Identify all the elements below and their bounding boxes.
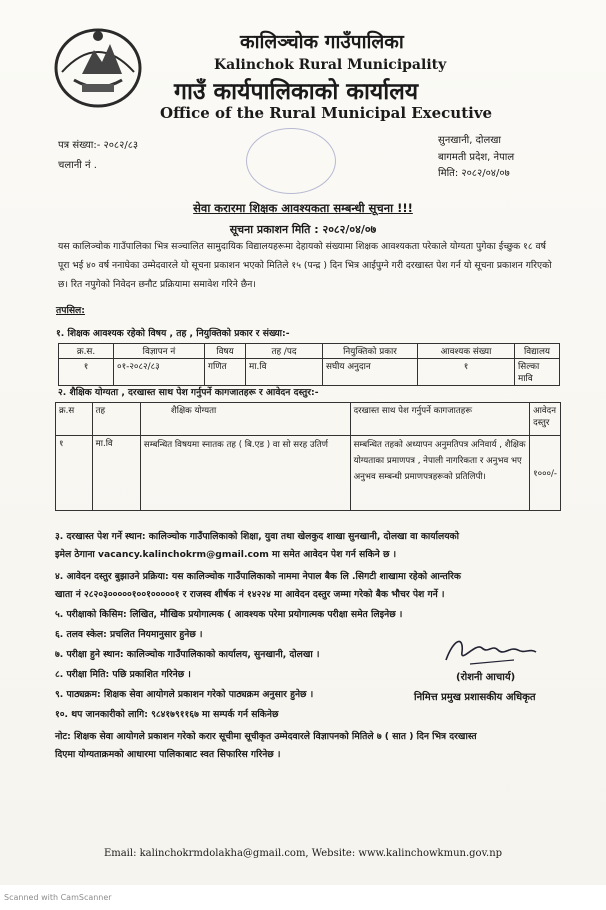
item-8: ८. परीक्षा मिति: पछि प्रकाशित गरिनेछ । [55,669,191,680]
note-line-1: नोट: शिक्षक सेवा आयोगले प्रकाशन गरेको करार सूचीमा सूचीकृत उम्मेदवारले विज्ञापनको मितिले ७ ( सात ) दिन भित्र दरखास्त [55,731,477,742]
column-header: विद्यालय [515,344,560,359]
qualification-table [55,402,561,511]
office-name-english: Kalinchok Rural Municipality [214,57,447,73]
government-emblem-icon [52,22,144,110]
table-cell: सघीय अनुदान [323,359,418,386]
column-header: विज्ञापन नं [114,344,205,359]
header-date: मिति: २०८२/०४/०७ [438,168,510,179]
executive-office-english: Office of the Rural Municipal Executive [160,104,493,122]
notice-title: सेवा करारमा शिक्षक आवश्यकता सम्बन्धी सूचना !!! [193,201,413,215]
table-cell: सम्बन्धित तहको अध्यापन अनुमतिपत्र अनिवार्य , शैक्षिक योग्यताका प्रमाणपत्र , नेपाली नागरिकता र अनुभव भए अनुभव सम्बन्धी प्रमाणपत्रहरूको प्रतिलिपी। [350,436,530,511]
address-line-2: बागमती प्रदेश, नेपाल [438,152,515,163]
vacancy-table [58,343,560,386]
notice-body: यस कालिञ्चोक गाउँपालिका भित्र सञ्चालित सामुदायिक विद्यालयहरूमा देहायको संख्यामा शिक्षक आवश्यकता परेकाले योग्यता पुगेका ईच्छुक १८ वर्ष पूरा भई ४० वर्ष ननाघेका उम्मेदवारले यो सूचना प्रकाशन भएको मितिले १५ (पन्द्र ) दिन भित्र आईपुग्ने गरी दरखास्त पेश गर्न यो सूचना प्रकाशन गरिएको छ। रित नपुगेको निवेदन छनौट प्रक्रियामा समावेश गरिने छैन। [58,241,552,290]
table-cell: १ [56,436,93,511]
table-cell: मा.वि [246,359,323,386]
item-9: ९. पाठ्यक्रम: शिक्षक सेवा आयोगले प्रकाशन गरेको पाठ्यक्रम अनुसार हुनेछ । [55,689,314,700]
table-cell: १०००/- [530,436,561,511]
signatory-name: (रोशनी आचार्य) [456,672,516,683]
handwritten-signature [440,630,540,672]
column-header: तह /पद [246,344,323,359]
column-header: नियुक्तिको प्रकार [323,344,418,359]
section-2-heading: २. शैक्षिक योग्यता , दरखास्त साथ पेश गर्नुपर्ने कागजातहरू र आवेदन दस्तुर:- [58,387,319,398]
footer-contact: Email: kalinchokrmdolakha@gmail.com, Website: www.kalinchowkmun.gov.np [103,848,503,859]
table-cell: सम्बन्धित विषयमा स्नातक तह ( बि.एड ) वा सो सरह उतिर्ण [140,436,350,511]
item-5: ५. परीक्षाको किसिम: लिखित, मौखिक प्रयोगात्मक ( आवश्यक परेमा प्रयोगात्मक परीक्षा समेत लिइनेछ । [55,609,403,620]
item-7: ७. परीक्षा हुने स्थान: कालिञ्चोक गाउँपालिकाको कार्यालय, सुनखानी, दोलखा । [55,649,320,660]
column-header: आवेदन दस्तुर [530,403,561,436]
table-row [59,359,560,386]
column-header: तह [92,403,140,436]
table-row [56,436,561,511]
publication-date: सूचना प्रकाशन मिति : २०८२/०४/०७ [229,223,377,236]
note-line-2: दिएमा योग्यताक्रमको आधारमा पालिकाबाट स्वत सिफारिस गरिनेछ । [55,749,281,760]
item-10: १०. थप जानकारीको लागि: ९८४१७९११६७ मा सम्पर्क गर्न सकिनेछ [55,709,279,720]
item-4-line-2: खाता नं २८२०३०००००१००१०००००१ र राजस्व शीर्षक नं १४२२४ मा आवेदन दस्तुर जम्मा गरेको बैक भौचर पेश गर्ने । [55,589,445,600]
signatory-title: निमित्त प्रमुख प्रशासकीय अधिकृत [414,692,536,703]
table-cell: ०१-२०८२/८३ [114,359,205,386]
item-3-line-2: इमेल ठेगाना vacancy.kalinchokrm@gmail.com मा समेत आवेदन पेश गर्न सकिने छ । [55,549,397,560]
schedule-subheading: तपसिल: [56,305,85,316]
office-name-nepali: कालिञ्चोक गाउँपालिका [240,31,404,53]
section-1-heading: १. शिक्षक आवश्यक रहेको विषय , तह , नियुक्तिको प्रकार र संख्या:- [56,328,290,339]
table-cell: सिल्का मावि [515,359,560,386]
office-stamp [246,128,336,194]
item-3-line-1: ३. दरखास्त पेश गर्ने स्थान: कालिञ्चोक गाउँपालिकाको शिक्षा, युवा तथा खेलकुद शाखा सुनखानी, दोलखा वा कार्यालयको [55,531,459,542]
table-cell: गणित [205,359,246,386]
executive-office-nepali: गाउँ कार्यपालिकाको कार्यालय [174,78,419,105]
column-header: विषय [205,344,246,359]
address-line-1: सुनखानी, दोलखा [438,135,502,146]
column-header: शैक्षिक योग्यता [140,403,350,436]
item-4-line-1: ४. आवेदन दस्तुर बुझाउने प्रक्रिया: यस कालिञ्चोक गाउँपालिकाको नाममा नेपाल बैक लि .सिगटी शाखामा रहेको आन्तरिक [55,571,461,582]
column-header: क्र.स. [59,344,114,359]
table-header-row [56,403,561,436]
table-cell: मा.वि [92,436,140,511]
table-cell: १ [59,359,114,386]
column-header: आवश्यक संख्या [418,344,515,359]
table-header-row [59,344,560,359]
column-header: क्र.स [56,403,93,436]
scanner-watermark: Scanned with CamScanner [4,893,112,902]
item-6: ६. तलव स्केल: प्रचलित नियमानुसार हुनेछ । [55,629,203,640]
dispatch-number: चलानी नं . [58,160,97,171]
reference-number: पत्र संख्या:- २०८२/८३ [58,140,139,151]
column-header: दरखास्त साथ पेश गर्नुपर्ने कागजातहरू [350,403,530,436]
table-cell: १ [418,359,515,386]
